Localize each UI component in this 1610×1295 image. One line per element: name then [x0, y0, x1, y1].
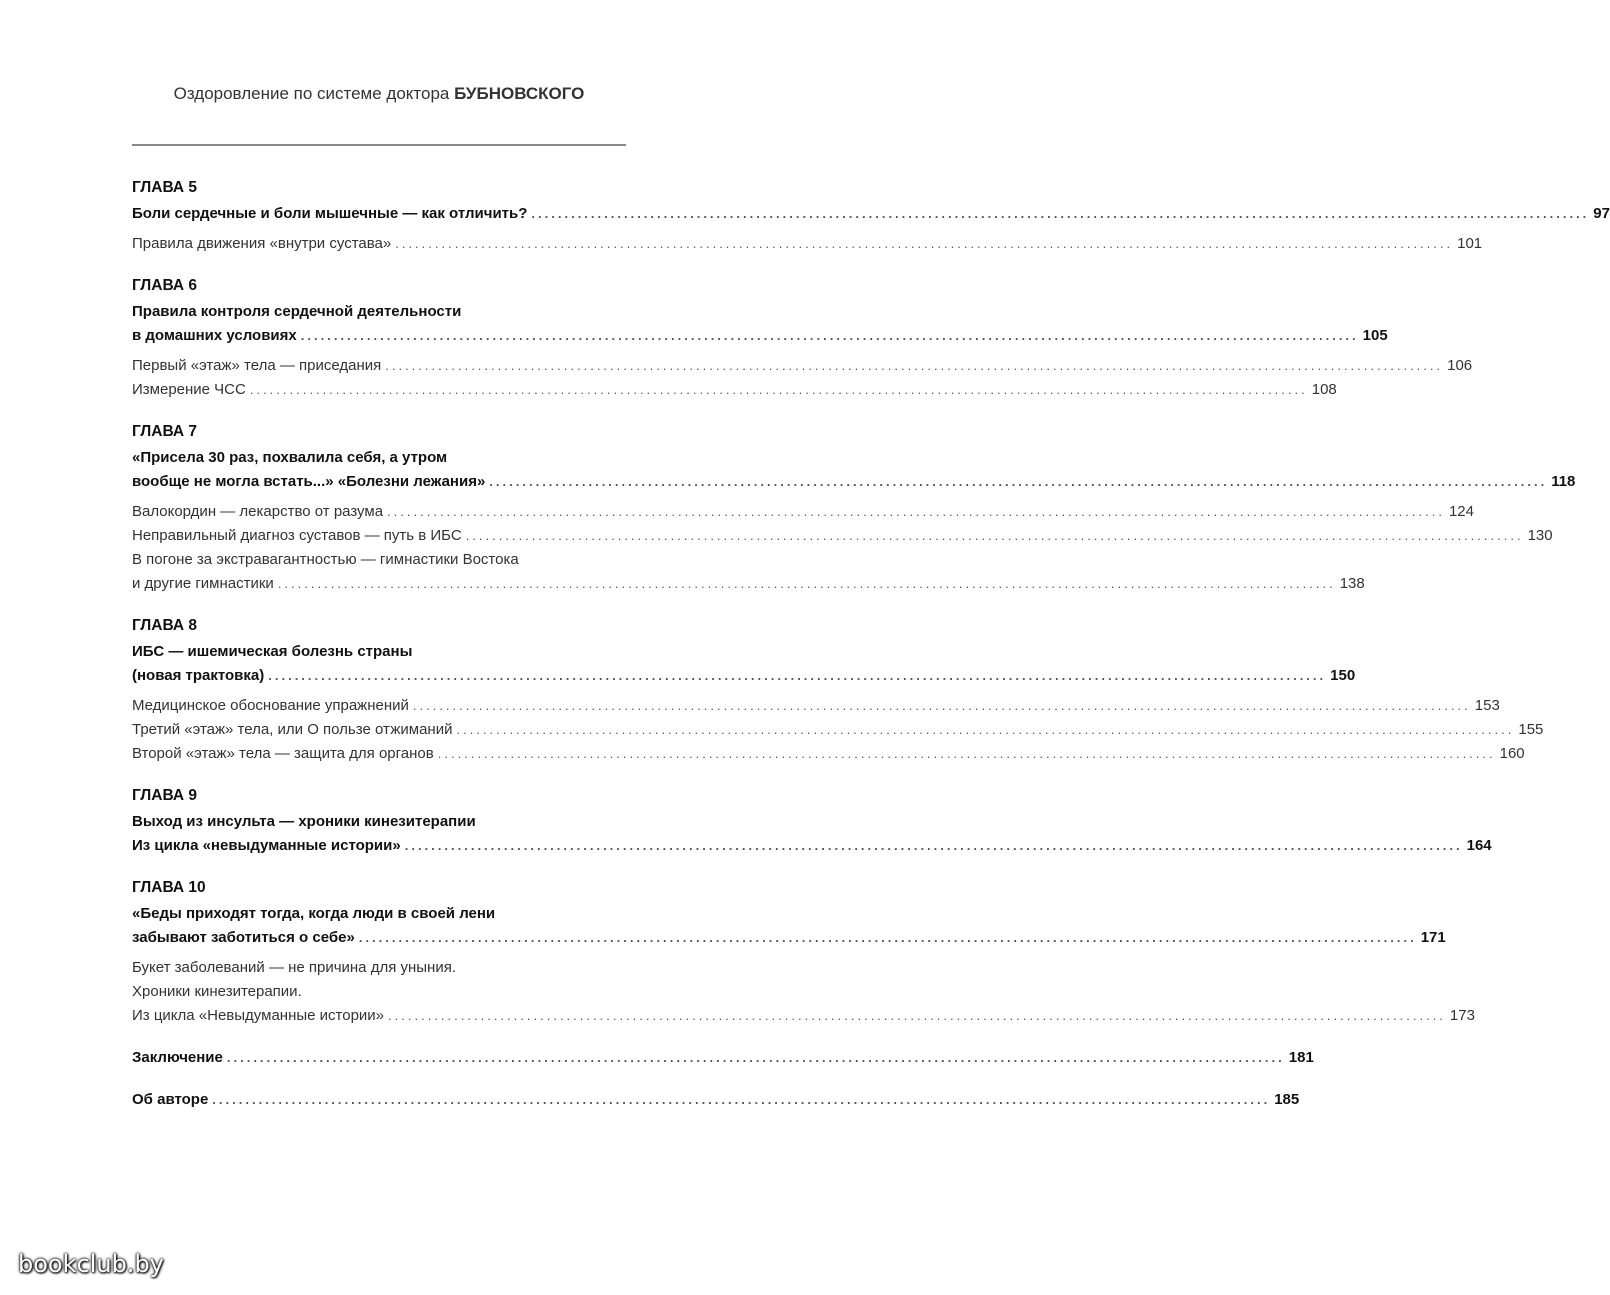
chapter-title-entry[interactable]	[132, 300, 1388, 348]
entry-line-with-page	[132, 1004, 1475, 1028]
section-entry[interactable]	[132, 548, 1365, 596]
entry-line: В погоне за экстравагантностью — гимнастики Востока	[132, 551, 519, 568]
header-divider	[132, 144, 626, 146]
entry-line-with-page	[132, 834, 1492, 858]
chapter-label: ГЛАВА 5	[132, 179, 198, 196]
page-number: 124	[1448, 503, 1474, 520]
dot-leader: ................................................................................................................................................................	[395, 236, 1454, 251]
chapter-label: ГЛАВА 7	[132, 423, 198, 440]
entry-line-with-page	[132, 324, 1388, 348]
dot-leader: ................................................................................................................................................................	[385, 358, 1444, 373]
dot-leader: ................................................................................................................................................................	[465, 528, 1524, 543]
entry-line: «Присела 30 раз, похвалила себя, а утром	[132, 449, 448, 466]
page-number: 105	[1362, 327, 1388, 344]
section-entry[interactable]	[132, 718, 1544, 742]
entry-line-with-page	[132, 500, 1474, 524]
dot-leader: ................................................................................................................................................................	[358, 930, 1417, 945]
entry-line: Букет заболеваний — не причина для уныния.	[132, 959, 457, 976]
dot-leader: ................................................................................................................................................................	[277, 576, 1336, 591]
page-number: 150	[1330, 667, 1356, 684]
header-prefix: Оздоровление по системе доктора	[173, 84, 450, 103]
entry-line-with-page	[132, 694, 1500, 718]
section-entry[interactable]	[132, 232, 1483, 256]
entry-line-with-page	[132, 664, 1356, 688]
page-number: 130	[1527, 527, 1553, 544]
entry-line-with-page	[132, 354, 1473, 378]
entry-line-with-page	[132, 572, 1365, 596]
section-entry[interactable]	[132, 354, 1473, 378]
chapter-section	[132, 420, 1576, 596]
section-entry[interactable]	[132, 956, 1475, 1028]
dot-leader: ................................................................................................................................................................	[268, 668, 1327, 683]
entry-text: Заключение	[132, 1049, 223, 1066]
page-number: 108	[1311, 381, 1337, 398]
chapter-section	[132, 274, 1473, 402]
page-number: 118	[1551, 473, 1576, 490]
page-number: 185	[1274, 1091, 1300, 1108]
back-matter-entry[interactable]	[132, 1046, 1314, 1070]
dot-leader: ................................................................................................................................................................	[212, 1092, 1271, 1107]
chapter-title-entry[interactable]	[132, 640, 1356, 688]
page-number: 181	[1288, 1049, 1314, 1066]
chapter-section	[132, 614, 1544, 766]
chapter-section	[132, 176, 1610, 256]
header-author-name: БУБНОВСКОГО	[454, 84, 585, 103]
entry-text: Неправильный диагноз суставов — путь в ИБС	[132, 527, 462, 544]
page-number: 171	[1420, 929, 1446, 946]
page-number: 160	[1499, 745, 1525, 762]
section-entry[interactable]	[132, 378, 1337, 402]
entry-text: забывают заботиться о себе»	[132, 929, 355, 946]
back-matter-section	[132, 1088, 1300, 1112]
section-entry[interactable]	[132, 500, 1474, 524]
entry-text: Валокордин — лекарство от разума	[132, 503, 384, 520]
entry-text: (новая трактовка)	[132, 667, 265, 684]
page-number: 97	[1593, 205, 1610, 222]
entry-text: в домашних условиях	[132, 327, 297, 344]
back-matter-section	[132, 1046, 1314, 1070]
entry-text: Второй «этаж» тела — защита для органов	[132, 745, 434, 762]
entry-line: ИБС — ишемическая болезнь страны	[132, 643, 413, 660]
watermark: bookclub.by	[18, 1250, 164, 1278]
entry-text: и другие гимнастики	[132, 575, 274, 592]
page-number: 153	[1474, 697, 1500, 714]
page-number: 138	[1339, 575, 1365, 592]
section-entry[interactable]	[132, 742, 1525, 766]
chapter-label: ГЛАВА 8	[132, 617, 198, 634]
page-number: 173	[1449, 1007, 1475, 1024]
entry-line-with-page	[132, 524, 1553, 548]
chapter-section	[132, 784, 1492, 858]
running-header	[132, 84, 626, 104]
dot-leader: ................................................................................................................................................................	[226, 1050, 1285, 1065]
dot-leader: ................................................................................................................................................................	[387, 504, 1445, 519]
entry-text: Медицинское обоснование упражнений	[132, 697, 409, 714]
entry-line: «Беды приходят тогда, когда люди в своей лени	[132, 905, 496, 922]
chapter-section	[132, 876, 1475, 1028]
back-matter-entry[interactable]	[132, 1088, 1300, 1112]
entry-line-with-page	[132, 202, 1610, 226]
dot-leader: ................................................................................................................................................................	[412, 698, 1471, 713]
entry-line: Хроники кинезитерапии.	[132, 983, 302, 1000]
entry-text: Из цикла «Невыдуманные истории»	[132, 1007, 385, 1024]
entry-line-with-page	[132, 742, 1525, 766]
entry-line-with-page	[132, 718, 1544, 742]
section-entry[interactable]	[132, 524, 1553, 548]
entry-text: вообще не могла встать...» «Болезни лежания»	[132, 473, 486, 490]
dot-leader: ................................................................................................................................................................	[300, 328, 1359, 343]
entry-text: Правила движения «внутри сустава»	[132, 235, 392, 252]
page-number: 164	[1466, 837, 1492, 854]
dot-leader: ................................................................................................................................................................	[388, 1008, 1446, 1023]
entry-line: Выход из инсульта — хроники кинезитерапии	[132, 813, 476, 830]
table-of-contents	[132, 176, 1610, 1130]
chapter-label: ГЛАВА 6	[132, 277, 198, 294]
page-number: 155	[1518, 721, 1544, 738]
chapter-title-entry[interactable]	[132, 202, 1610, 226]
chapter-title-entry[interactable]	[132, 446, 1576, 494]
dot-leader: ................................................................................................................................................................	[531, 206, 1590, 221]
dot-leader: ................................................................................................................................................................	[404, 838, 1463, 853]
chapter-label: ГЛАВА 10	[132, 879, 206, 896]
chapter-title-entry[interactable]	[132, 902, 1446, 950]
entry-line-with-page	[132, 470, 1576, 494]
entry-line-with-page	[132, 378, 1337, 402]
entry-text: Третий «этаж» тела, или О пользе отжиманий	[132, 721, 453, 738]
section-entry[interactable]	[132, 694, 1500, 718]
entry-text: Из цикла «невыдуманные истории»	[132, 837, 401, 854]
entry-text: Измерение ЧСС	[132, 381, 246, 398]
page-number: 101	[1457, 235, 1483, 252]
entry-text: Об авторе	[132, 1091, 209, 1108]
entry-line-with-page	[132, 232, 1483, 256]
dot-leader: ................................................................................................................................................................	[249, 382, 1308, 397]
chapter-label: ГЛАВА 9	[132, 787, 198, 804]
chapter-title-entry[interactable]	[132, 810, 1492, 858]
dot-leader: ................................................................................................................................................................	[489, 474, 1548, 489]
page-number: 106	[1447, 357, 1473, 374]
entry-text: Первый «этаж» тела — приседания	[132, 357, 382, 374]
dot-leader: ................................................................................................................................................................	[456, 722, 1515, 737]
dot-leader: ................................................................................................................................................................	[437, 746, 1496, 761]
entry-line: Правила контроля сердечной деятельности	[132, 303, 462, 320]
entry-text: Боли сердечные и боли мышечные — как отличить?	[132, 205, 528, 222]
entry-line-with-page	[132, 926, 1446, 950]
